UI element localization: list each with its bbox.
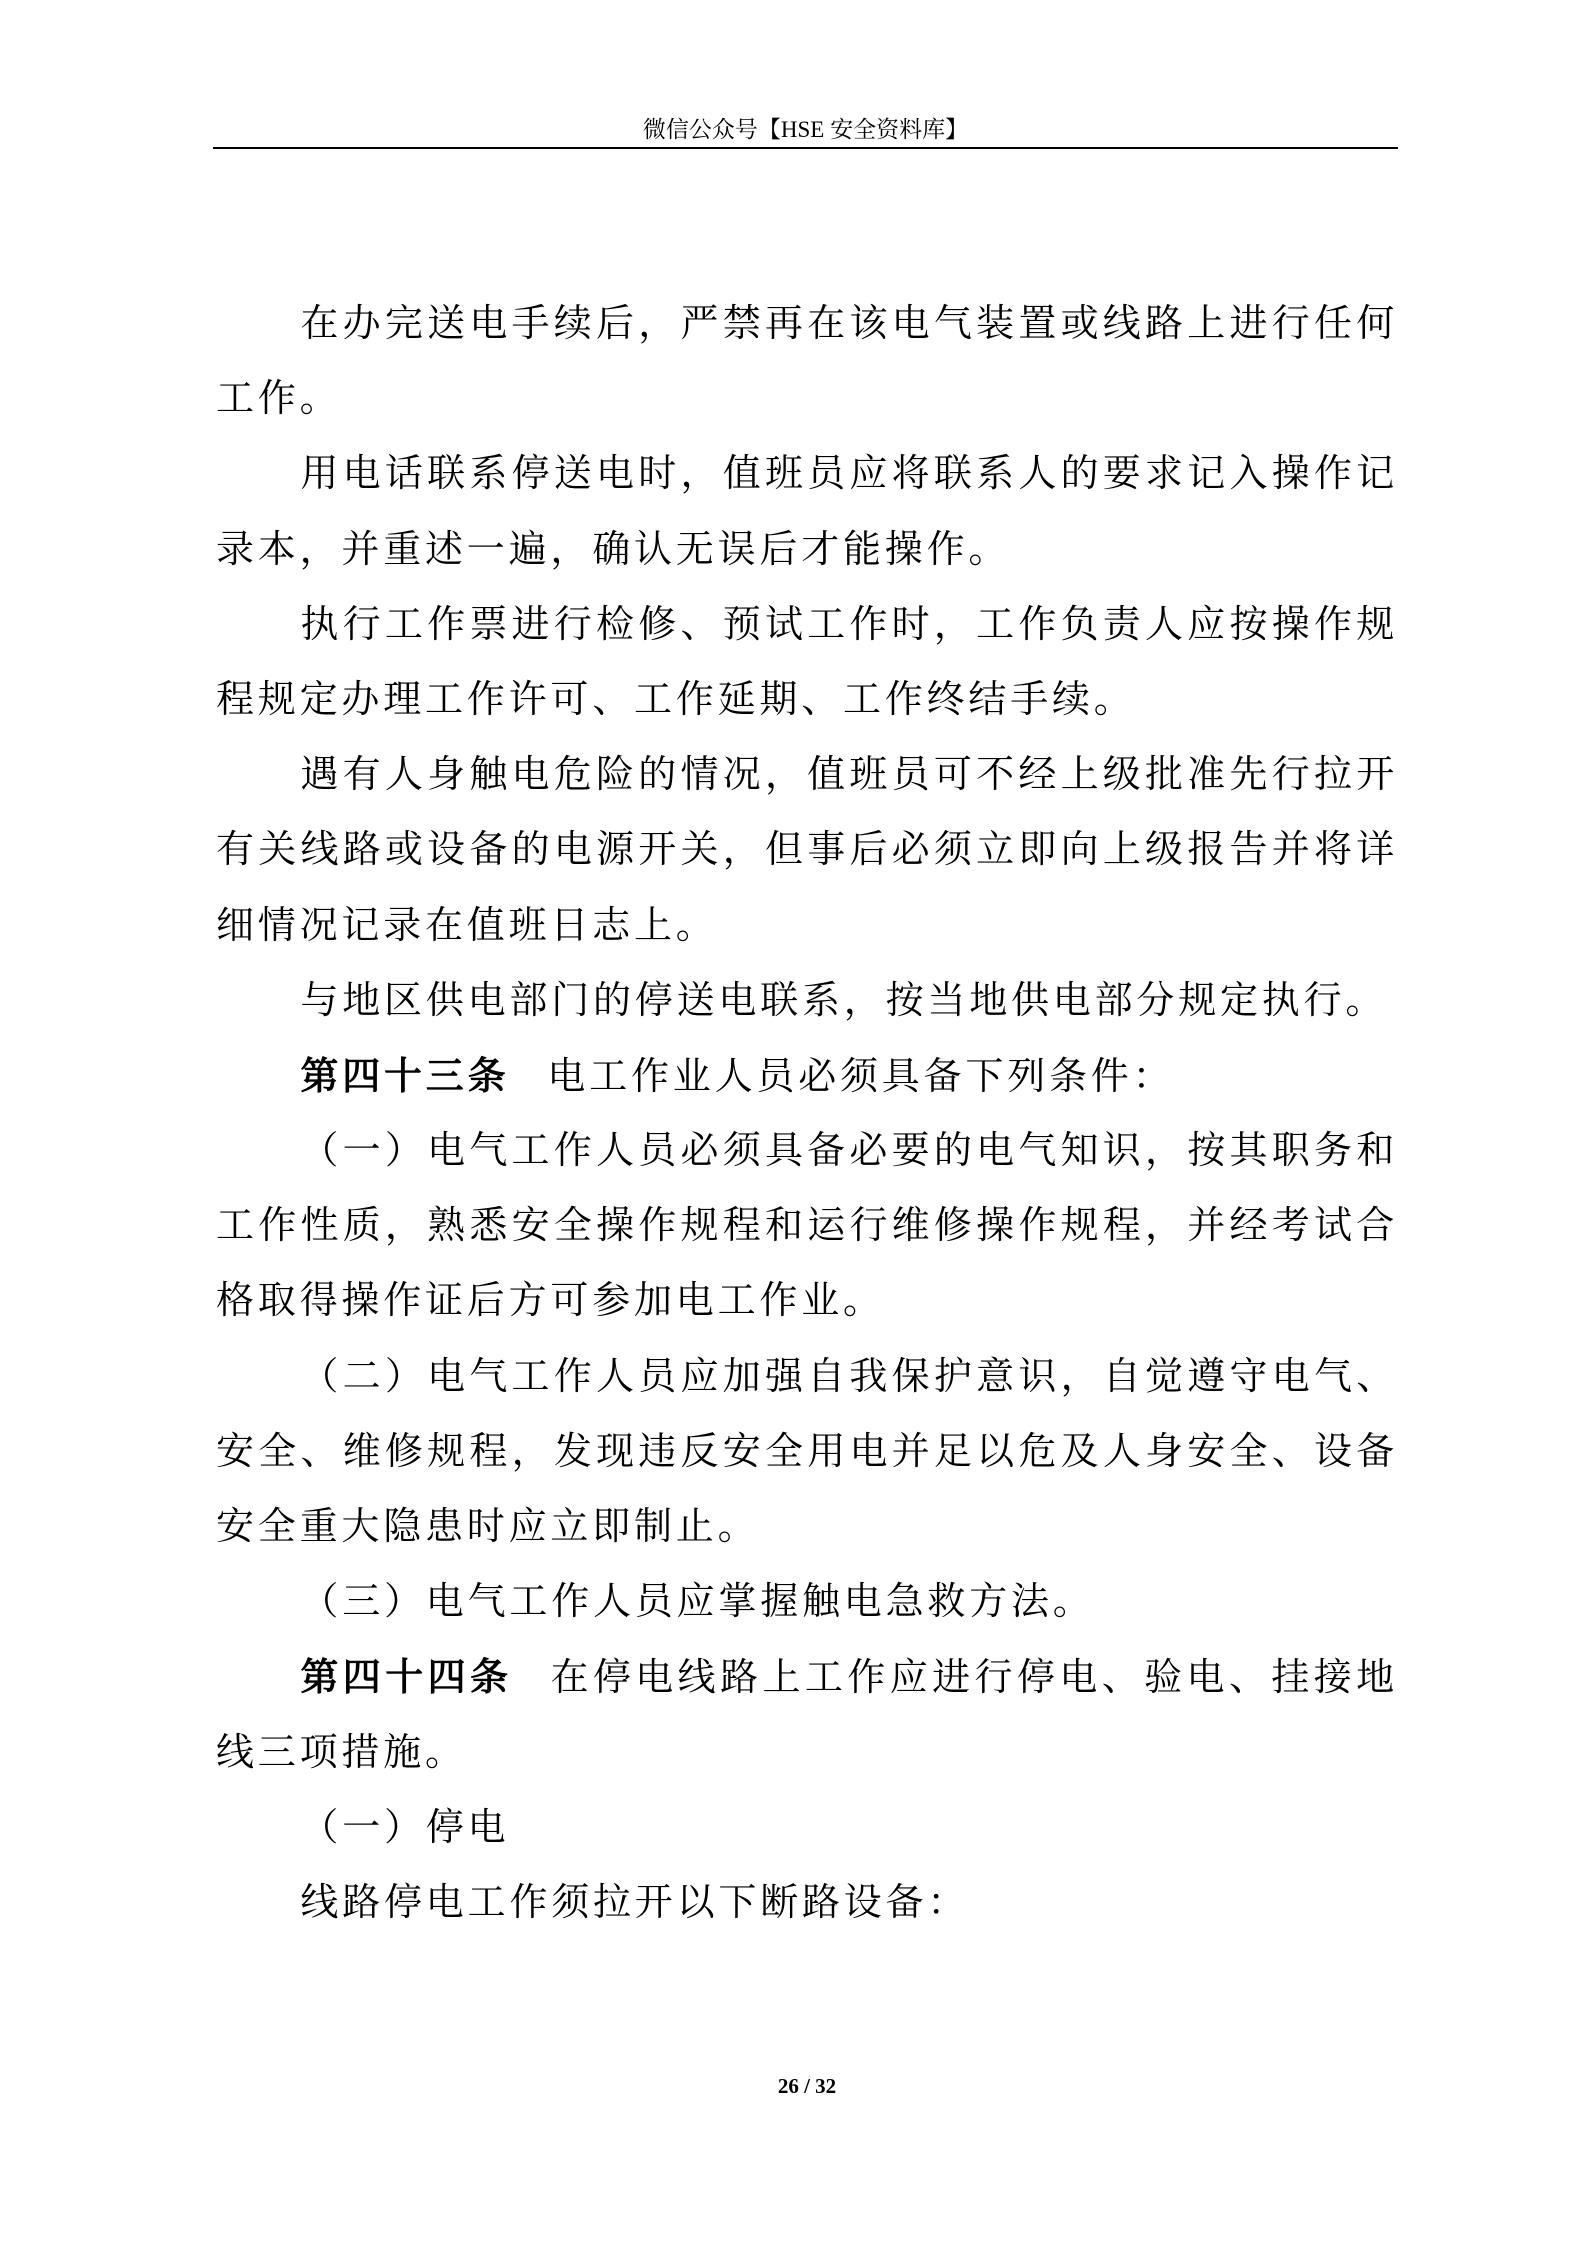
paragraph-line — [216, 1639, 1398, 1714]
paragraph — [216, 587, 1398, 737]
article-text: 电工作业人员必须具备下列条件： — [547, 1053, 1175, 1098]
paragraph-line: 用电话联系停送电时，值班员应将联系人的要求记入操作记 — [300, 451, 1398, 496]
page-number: 26 / 32 — [777, 2074, 837, 2098]
paragraph-line — [216, 1038, 1398, 1113]
page-header: 微信公众号【HSE 安全资料库】 — [642, 117, 969, 142]
paragraph-line: （二）电气工作人员应加强自我保护意识，自觉遵守电气、 — [300, 1353, 1398, 1398]
paragraph-line: （一）停电 — [300, 1804, 510, 1849]
paragraph — [216, 963, 1398, 1038]
paragraph-line: 程规定办理工作许可、工作延期、工作终结手续。 — [216, 676, 1136, 721]
paragraph-line: 细情况记录在值班日志上。 — [216, 902, 718, 947]
paragraph — [216, 1790, 1398, 1865]
paragraph — [216, 1865, 1398, 1940]
paragraph — [216, 1339, 1398, 1565]
article-text: 在停电线路上工作应进行停电、验电、挂接地 — [550, 1655, 1398, 1700]
paragraph — [216, 1564, 1398, 1639]
paragraph-line: 线路停电工作须拉开以下断路设备： — [300, 1879, 970, 1924]
paragraph — [216, 436, 1398, 586]
paragraph-line: 安全重大隐患时应立即制止。 — [216, 1504, 760, 1548]
page-body — [216, 286, 1398, 1940]
header-rule — [213, 147, 1398, 149]
article-number: 第四十三条 — [300, 1052, 510, 1098]
paragraph-line: 线三项措施。 — [216, 1729, 467, 1774]
paragraph-line: 工作性质，熟悉安全操作规程和运行维修操作规程，并经考试合 — [216, 1203, 1398, 1248]
article-heading — [216, 1038, 1398, 1113]
paragraph-line: 执行工作票进行检修、预试工作时，工作负责人应按操作规 — [300, 601, 1398, 646]
article-heading — [216, 1639, 1398, 1789]
paragraph-line: 有关线路或设备的电源开关，但事后必须立即向上级报告并将详 — [216, 827, 1398, 872]
paragraph-line: （三）电气工作人员应掌握触电急救方法。 — [300, 1579, 1095, 1624]
paragraph — [216, 1113, 1398, 1339]
paragraph — [216, 286, 1398, 436]
paragraph-line: （一）电气工作人员必须具备必要的电气知识，按其职务和 — [300, 1128, 1398, 1173]
paragraph-line: 遇有人身触电危险的情况，值班员可不经上级批准先行拉开 — [300, 752, 1398, 797]
paragraph-line: 在办完送电手续后，严禁再在该电气装置或线路上进行任何 — [300, 301, 1398, 345]
paragraph-line: 格取得操作证后方可参加电工作业。 — [216, 1278, 885, 1323]
paragraph-line: 录本，并重述一遍，确认无误后才能操作。 — [216, 526, 1011, 571]
paragraph-line: 与地区供电部门的停送电联系，按当地供电部分规定执行。 — [300, 977, 1388, 1022]
article-number: 第四十四条 — [300, 1654, 513, 1700]
paragraph-line: 工作。 — [216, 376, 342, 421]
paragraph-line: 安全、维修规程，发现违反安全用电并足以危及人身安全、设备 — [216, 1428, 1398, 1473]
paragraph — [216, 737, 1398, 963]
